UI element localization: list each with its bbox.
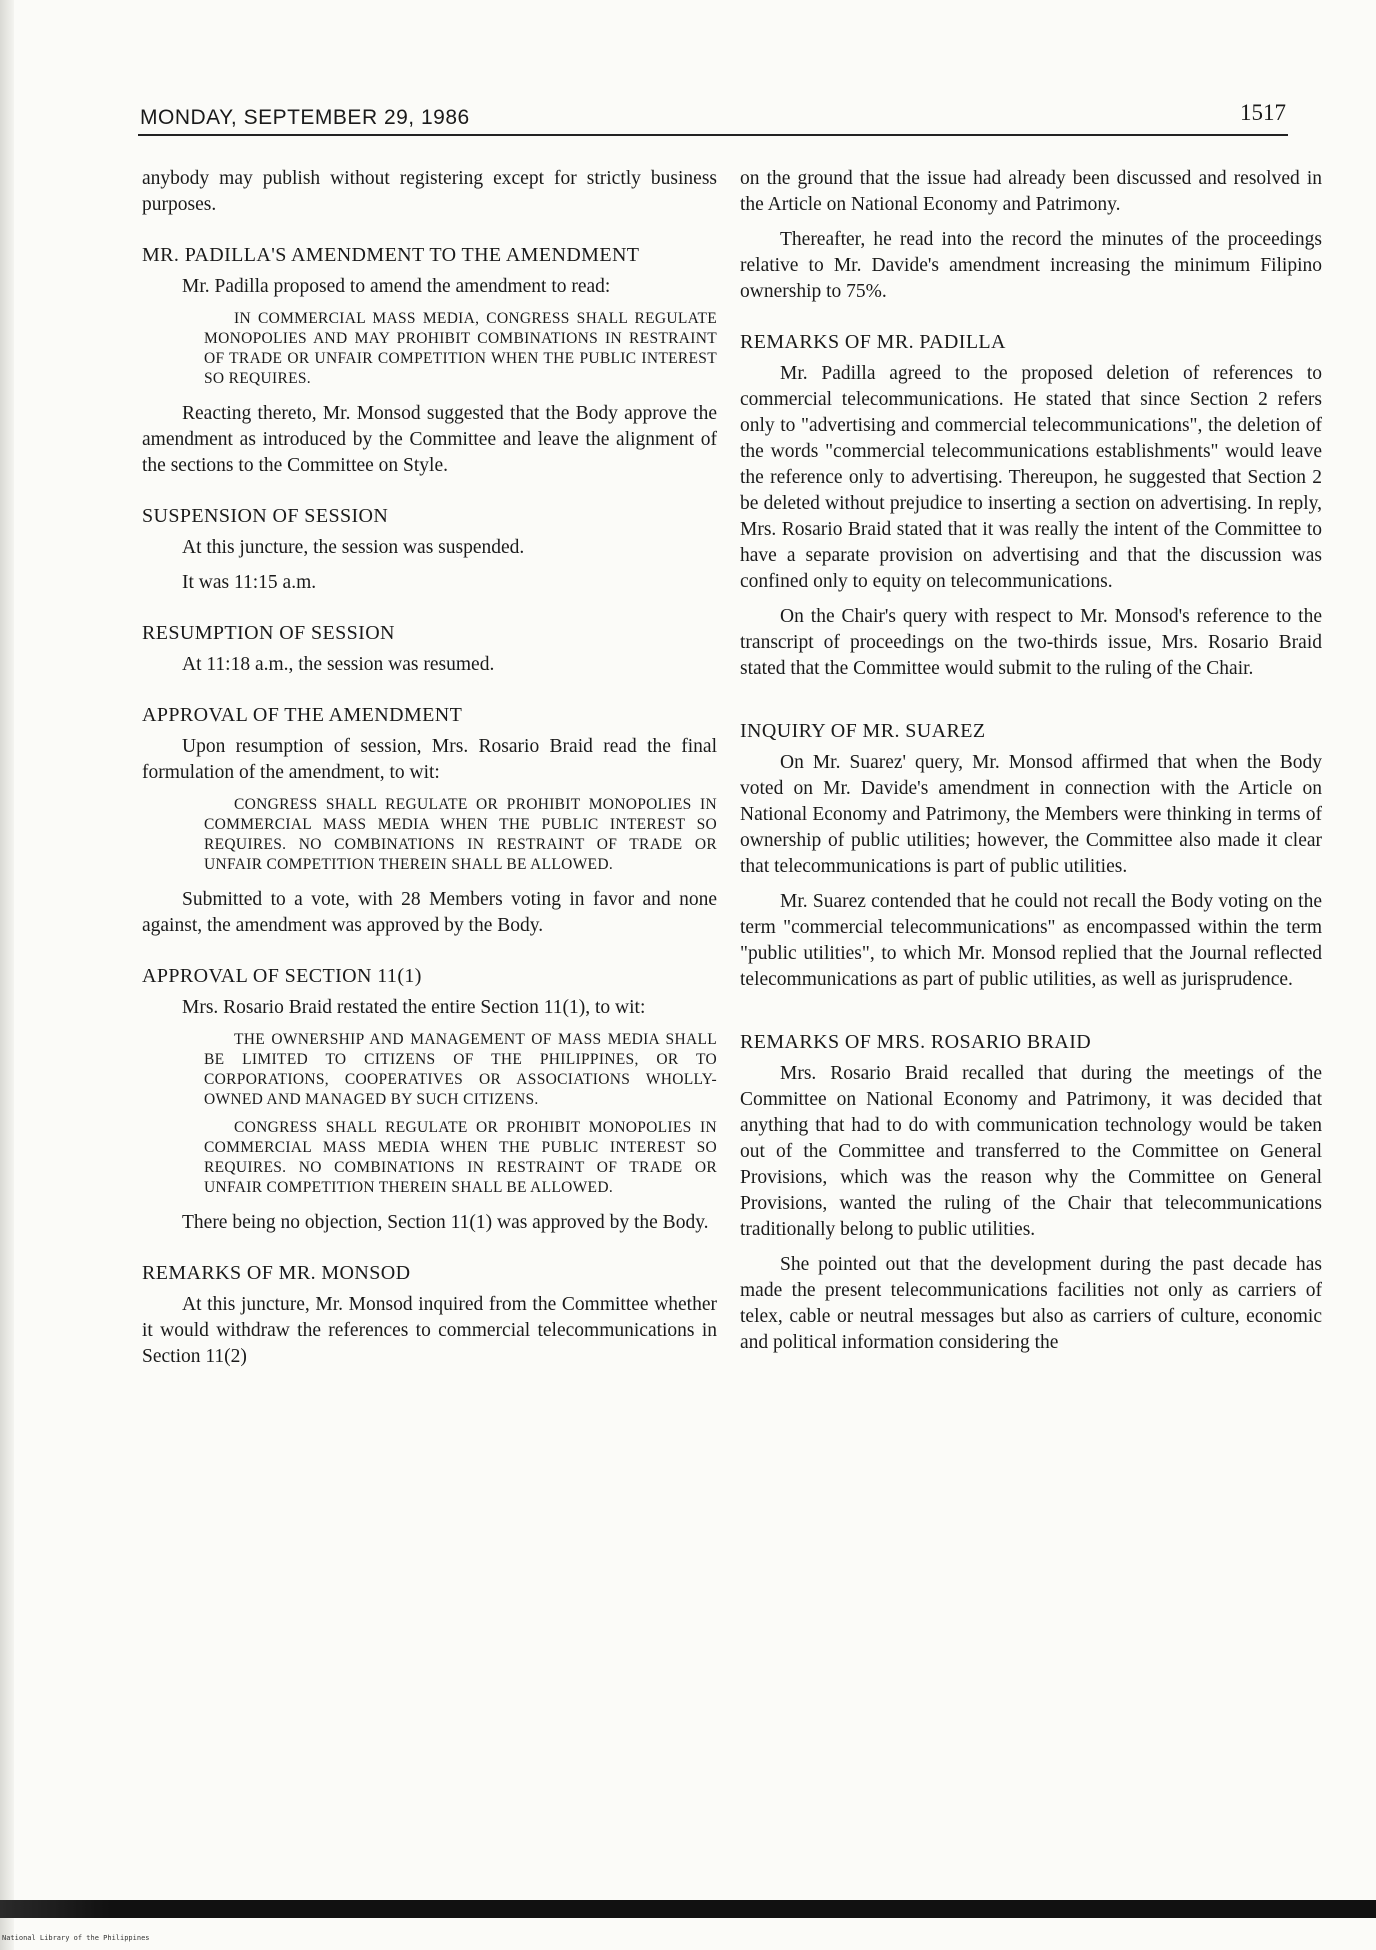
- section-heading: REMARKS OF MR. PADILLA: [740, 331, 1006, 353]
- paragraph: At this juncture, Mr. Monsod inquired from the Committee whether it would withdraw the references to commercial telecommunications in Section 11(2): [142, 1294, 717, 1367]
- paragraph: Mr. Padilla agreed to the proposed deletion of references to commercial telecommunications. He stated that since Section 2 refers only to "advertising and commercial telecommunications", the deletion of the words "commercial telecommunications establishments" would leave the reference only to advertising. Thereupon, he suggested that Section 2 be deleted without prejudice to inserting a section on advertising. In reply, Mrs. Rosario Braid stated that it was really the intent of the Committee to have a separate provision on advertising and that the discussion was confined only to equity on telecommunications.: [740, 363, 1322, 592]
- paragraph: Submitted to a vote, with 28 Members voting in favor and none against, the amendment was approved by the Body.: [142, 889, 717, 936]
- paragraph: She pointed out that the development during the past decade has made the present telecommunications facilities not only as carriers of telex, cable or neutral messages but also as carriers of culture, economic and political information considering the: [740, 1254, 1322, 1353]
- paragraph: There being no objection, Section 11(1) was approved by the Body.: [182, 1212, 709, 1233]
- left-column: [142, 166, 717, 1370]
- scan-edge-shadow: [0, 0, 14, 1950]
- section-heading: APPROVAL OF THE AMENDMENT: [142, 704, 463, 726]
- paragraph: Mrs. Rosario Braid restated the entire Section 11(1), to wit:: [182, 997, 646, 1018]
- quote-text: IN COMMERCIAL MASS MEDIA, CONGRESS SHALL REGULATE MONOPOLIES AND MAY PROHIBIT COMBINATIONS IN RESTRAINT OF TRADE OR UNFAIR COMPETITION WHEN THE PUBLIC INTEREST SO REQUIRES.: [204, 310, 717, 387]
- paragraph: anybody may publish without registering except for strictly business purposes.: [142, 168, 717, 215]
- quoted-amendment: [204, 309, 717, 389]
- section-heading: SUSPENSION OF SESSION: [142, 505, 389, 527]
- paragraph: At this juncture, the session was suspended.: [182, 537, 525, 558]
- paragraph: Mrs. Rosario Braid recalled that during the meetings of the Committee on National Economy and Patrimony, it was decided that anything that had to do with communication technology would be taken out of the Committee and transferred to the Committee on General Provisions, which was the reason why the Committee on General Provisions, wanted the ruling of the Chair that telecommunications traditionally belong to public utilities.: [740, 1063, 1322, 1240]
- quoted-amendment: [204, 795, 717, 875]
- scan-footer-bar: [0, 1900, 1376, 1918]
- paragraph: Mr. Padilla proposed to amend the amendment to read:: [182, 276, 611, 297]
- page-header: [138, 100, 1288, 136]
- quote-text: CONGRESS SHALL REGULATE OR PROHIBIT MONOPOLIES IN COMMERCIAL MASS MEDIA WHEN THE PUBLIC INTEREST SO REQUIRES. NO COMBINATIONS IN RESTRAINT OF TRADE OR UNFAIR COMPETITION THEREIN SHALL BE ALLOWED.: [204, 796, 717, 873]
- scan-source-note: National Library of the Philippines: [2, 1934, 150, 1942]
- header-date: MONDAY, SEPTEMBER 29, 1986: [140, 106, 470, 129]
- section-heading: REMARKS OF MRS. ROSARIO BRAID: [740, 1031, 1092, 1053]
- right-column: [740, 166, 1322, 1356]
- section-heading: INQUIRY OF MR. SUAREZ: [740, 720, 986, 742]
- section-heading: REMARKS OF MR. MONSOD: [142, 1262, 411, 1284]
- paragraph: on the ground that the issue had already been discussed and resolved in the Article on National Economy and Patrimony.: [740, 168, 1322, 215]
- section-heading: APPROVAL OF SECTION 11(1): [142, 965, 422, 987]
- paragraph: It was 11:15 a.m.: [182, 572, 317, 593]
- paragraph: On the Chair's query with respect to Mr. Monsod's reference to the transcript of proceedings on the two-thirds issue, Mrs. Rosario Braid stated that the Committee would submit to the ruling of the Chair.: [740, 606, 1322, 679]
- paragraph: Mr. Suarez contended that he could not recall the Body voting on the term "commercial telecommunications" as encompassed within the term "public utilities", to which Mr. Monsod replied that the Journal reflected telecommunications as part of public utilities, as well as jurisprudence.: [740, 891, 1322, 990]
- section-heading: RESUMPTION OF SESSION: [142, 622, 395, 644]
- page-number: 1517: [1240, 100, 1286, 125]
- section-heading: MR. PADILLA'S AMENDMENT TO THE AMENDMENT: [142, 244, 640, 266]
- quoted-section: [204, 1030, 717, 1198]
- paragraph: At 11:18 a.m., the session was resumed.: [182, 654, 495, 675]
- quote-text: CONGRESS SHALL REGULATE OR PROHIBIT MONOPOLIES IN COMMERCIAL MASS MEDIA WHEN THE PUBLIC INTEREST SO REQUIRES. NO COMBINATIONS IN RESTRAINT OF TRADE OR UNFAIR COMPETITION THEREIN SHALL BE ALLOWED.: [204, 1119, 717, 1196]
- quote-text: THE OWNERSHIP AND MANAGEMENT OF MASS MEDIA SHALL BE LIMITED TO CITIZENS OF THE PHILIPPINES, OR TO CORPORATIONS, COOPERATIVES OR ASSOCIATIONS WHOLLY-OWNED AND MANAGED BY SUCH CITIZENS.: [204, 1031, 717, 1108]
- paragraph: Reacting thereto, Mr. Monsod suggested that the Body approve the amendment as introduced by the Committee and leave the alignment of the sections to the Committee on Style.: [142, 403, 717, 476]
- paragraph: On Mr. Suarez' query, Mr. Monsod affirmed that when the Body voted on Mr. Davide's amendment in connection with the Article on National Economy and Patrimony, the Members were thinking in terms of ownership of public utilities; however, the Committee also made it clear that telecommunications is part of public utilities.: [740, 752, 1322, 877]
- paragraph: Thereafter, he read into the record the minutes of the proceedings relative to Mr. Davide's amendment increasing the minimum Filipino ownership to 75%.: [740, 229, 1322, 302]
- paragraph: Upon resumption of session, Mrs. Rosario Braid read the final formulation of the amendment, to wit:: [142, 736, 717, 783]
